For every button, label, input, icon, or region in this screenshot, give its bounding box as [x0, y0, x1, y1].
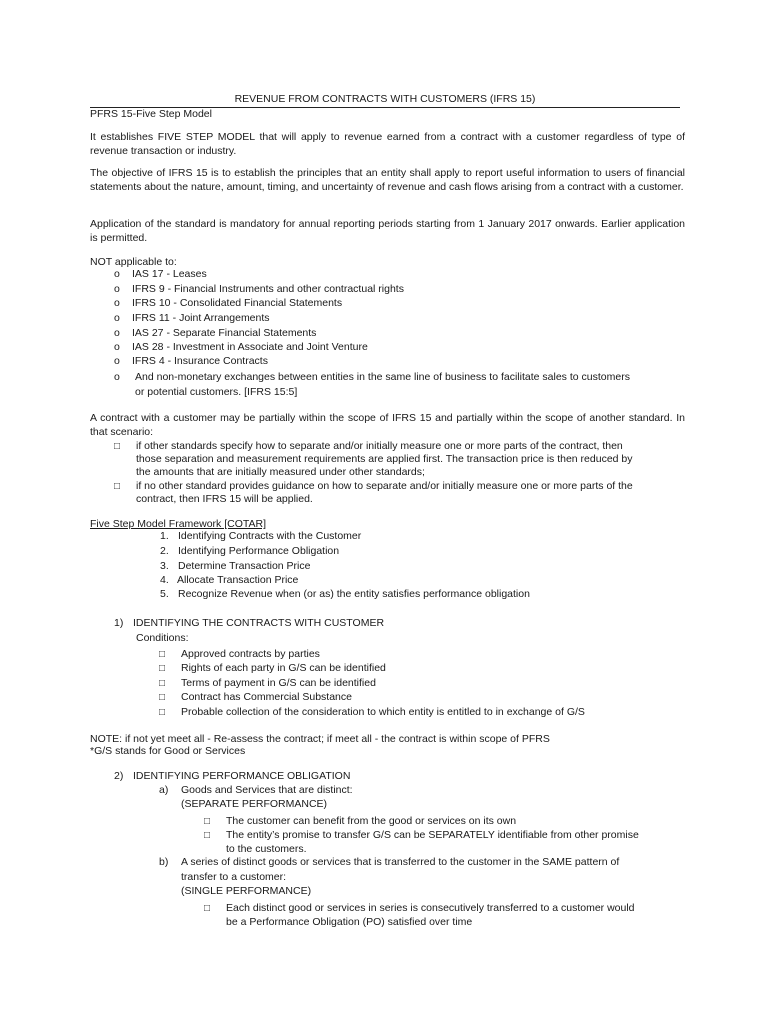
- subsection-subtitle: (SEPARATE PERFORMANCE): [181, 798, 328, 810]
- list-bullet: o: [114, 312, 120, 324]
- framework-heading: Five Step Model Framework [COTAR]: [90, 518, 267, 530]
- document-title: REVENUE FROM CONTRACTS WITH CUSTOMERS (IFRS 15): [234, 93, 536, 105]
- step-text: Identifying Performance Obligation: [178, 545, 340, 557]
- subsection-text: A series of distinct goods or services that is transferred to the customer in the SAME pattern of: [181, 856, 620, 868]
- scenario-line: if other standards specify how to separate and/or initially measure one or more parts of the contract, then: [136, 440, 623, 452]
- section-number: 1): [114, 617, 124, 629]
- not-applicable-heading: NOT applicable to:: [90, 256, 177, 268]
- step-number: 3.: [160, 560, 169, 572]
- step-number: 5.: [160, 588, 169, 600]
- checkbox-bullet: □: [159, 707, 166, 718]
- list-bullet: o: [114, 327, 120, 339]
- checkbox-bullet: □: [204, 903, 211, 914]
- list-bullet: o: [114, 268, 120, 280]
- subsection-label: a): [159, 784, 169, 796]
- intro-paragraph: It establishes FIVE STEP MODEL that will apply to revenue earned from a contract with a customer regardless of type of revenue transaction or industry.: [90, 131, 685, 157]
- list-bullet: o: [114, 355, 120, 367]
- list-item: IAS 27 - Separate Financial Statements: [132, 327, 317, 339]
- checkbox-bullet: □: [114, 481, 121, 492]
- step-text: Determine Transaction Price: [178, 560, 311, 572]
- step-number: 2.: [160, 545, 169, 557]
- subsection-subtitle: (SINGLE PERFORMANCE): [181, 885, 312, 897]
- scenario-line: if no other standard provides guidance on how to separate and/or initially measure one or more parts of the: [136, 480, 633, 492]
- step-number: 4.: [160, 574, 169, 586]
- objective-paragraph: The objective of IFRS 15 is to establish the principles that an entity shall apply to report useful information to users of financial statements about the nature, amount, timing, and uncertainty of revenue and cash flows arising from a contract with a customer.: [90, 167, 685, 193]
- step-text: Identifying Contracts with the Customer: [178, 530, 362, 542]
- step-text: Allocate Transaction Price: [177, 574, 299, 586]
- subsection-item-continued: be a Performance Obligation (PO) satisfied over time: [226, 916, 473, 928]
- note-line: NOTE: if not yet meet all - Re-assess the contract; if meet all - the contract is within scope of PFRS: [90, 733, 550, 745]
- checkbox-bullet: □: [204, 816, 211, 827]
- list-bullet: o: [114, 297, 120, 309]
- note-line: *G/S stands for Good or Services: [90, 745, 246, 757]
- checkbox-bullet: □: [204, 830, 211, 841]
- checkbox-bullet: □: [114, 441, 121, 452]
- checkbox-bullet: □: [159, 678, 166, 689]
- condition-item: Contract has Commercial Substance: [181, 691, 352, 703]
- list-item: IFRS 10 - Consolidated Financial Statements: [132, 297, 343, 309]
- section-number: 2): [114, 770, 124, 782]
- scope-paragraph: A contract with a customer may be partially within the scope of IFRS 15 and partially within the scope of another standard. In that scenario:: [90, 412, 685, 438]
- subsection-text: transfer to a customer:: [181, 871, 287, 883]
- condition-item: Rights of each party in G/S can be identified: [181, 662, 386, 674]
- list-item: And non-monetary exchanges between entities in the same line of business to facilitate sales to customers: [135, 371, 630, 383]
- section-heading: IDENTIFYING THE CONTRACTS WITH CUSTOMER: [133, 617, 385, 629]
- scenario-line: the amounts that are initially measured under other standards;: [136, 466, 425, 478]
- list-bullet: o: [114, 371, 120, 383]
- scenario-line: contract, then IFRS 15 will be applied.: [136, 493, 313, 505]
- checkbox-bullet: □: [159, 649, 166, 660]
- section-heading: IDENTIFYING PERFORMANCE OBLIGATION: [133, 770, 351, 782]
- subsection-item: The entity’s promise to transfer G/S can be SEPARATELY identifiable from other promise: [226, 829, 639, 841]
- conditions-label: Conditions:: [136, 632, 189, 644]
- subsection-item-continued: to the customers.: [226, 843, 307, 855]
- checkbox-bullet: □: [159, 663, 166, 674]
- list-item: IFRS 9 - Financial Instruments and other contractual rights: [132, 283, 404, 295]
- application-paragraph: Application of the standard is mandatory for annual reporting periods starting from 1 January 2017 onwards. Earlier application is permitted.: [90, 218, 685, 244]
- subsection-text: Goods and Services that are distinct:: [181, 784, 353, 796]
- list-item: IFRS 11 - Joint Arrangements: [132, 312, 270, 324]
- step-number: 1.: [160, 530, 169, 542]
- condition-item: Terms of payment in G/S can be identified: [181, 677, 376, 689]
- list-bullet: o: [114, 341, 120, 353]
- list-item-continued: or potential customers. [IFRS 15:5]: [135, 386, 298, 398]
- subsection-item: The customer can benefit from the good or services on its own: [226, 815, 517, 827]
- list-item: IAS 28 - Investment in Associate and Joint Venture: [132, 341, 368, 353]
- list-item: IFRS 4 - Insurance Contracts: [132, 355, 268, 367]
- condition-item: Approved contracts by parties: [181, 648, 320, 660]
- list-bullet: o: [114, 283, 120, 295]
- checkbox-bullet: □: [159, 692, 166, 703]
- list-item: IAS 17 - Leases: [132, 268, 207, 280]
- condition-item: Probable collection of the consideration to which entity is entitled to in exchange of G/S: [181, 706, 585, 718]
- subsection-item: Each distinct good or services in series is consecutively transferred to a customer would: [226, 902, 635, 914]
- document-subtitle: PFRS 15-Five Step Model: [90, 108, 212, 120]
- subsection-label: b): [159, 856, 169, 868]
- scenario-line: those separation and measurement requirements are applied first. The transaction price is then reduced by: [136, 453, 633, 465]
- step-text: Recognize Revenue when (or as) the entity satisfies performance obligation: [178, 588, 530, 600]
